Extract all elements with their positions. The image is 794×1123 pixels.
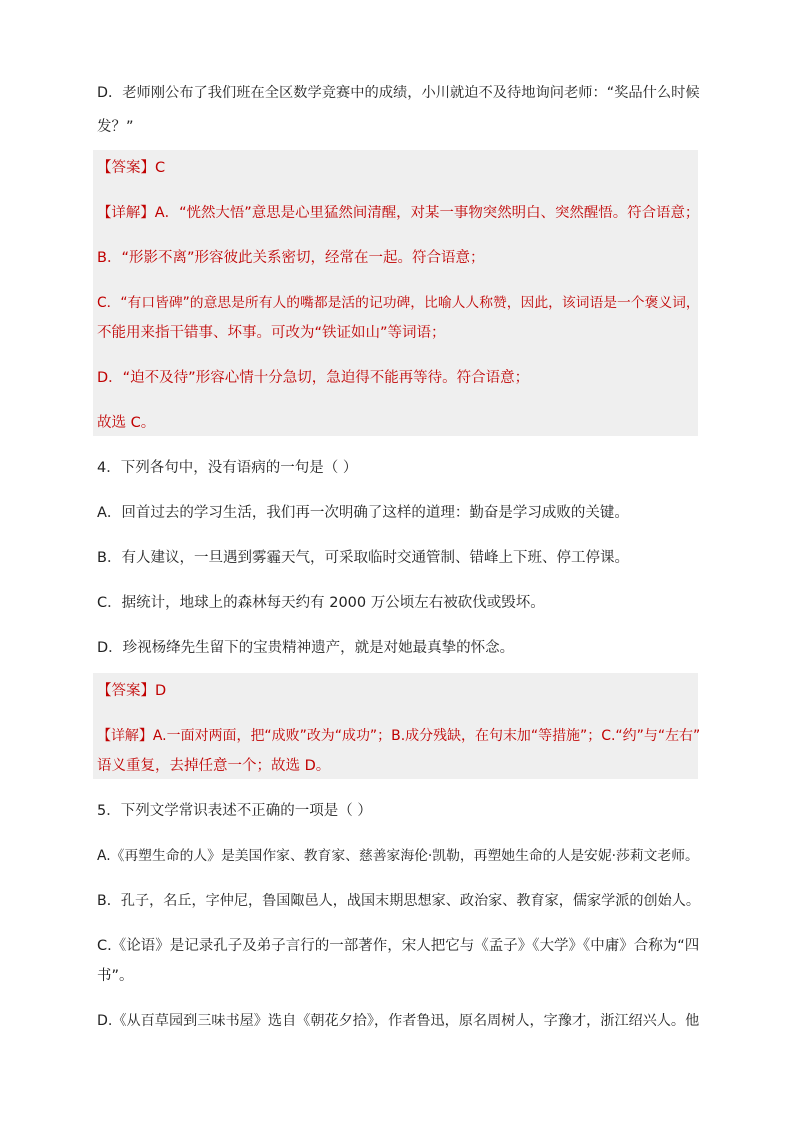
- q4-option-a: A．回首过去的学习生活，我们再一次明确了这样的道理：勤奋是学习成败的关键。: [97, 505, 629, 521]
- q5-option-c-line2: 书”。: [97, 968, 134, 984]
- q3-answer-line: [97, 158, 165, 178]
- q4-answer-line: [97, 681, 166, 701]
- detail-text: A.一面对两面，把“成败”改为“成功”；B.成分残缺，在句末加“等措施”；C.“约”与“左右”: [152, 728, 701, 744]
- q5-option-a: A.《再塑生命的人》是美国作家、教育家、慈善家海伦·凯勒，再塑她生命的人是安妮·莎莉文老师。: [97, 848, 699, 864]
- q3-detail-b: B．“形影不离”形容彼此关系密切，经常在一起。符合语意；: [97, 250, 485, 266]
- q3-option-d-line2: 发？”: [97, 119, 134, 135]
- detail-text: A．“恍然大悟”意思是心里猛然间清醒，对某一事物突然明白、突然醒悟。符合语意；: [154, 205, 700, 221]
- q3-detail-c-line1: C．“有口皆碑”的意思是所有人的嘴都是活的记功碑，比喻人人称赞，因此，该词语是一个褒义词，: [97, 295, 700, 311]
- q5-stem: 5．下列文学常识表述不正确的一项是（ ）: [97, 803, 372, 819]
- q4-detail-line1: [97, 726, 700, 746]
- q5-option-c-line1: C.《论语》是记录孔子及弟子言行的一部著作，宋人把它与《孟子》《大学》《中庸》合称为“四: [97, 938, 700, 954]
- q4-detail-line2: 语义重复，去掉任意一个；故选 D。: [97, 758, 331, 774]
- q4-option-b: B．有人建议，一旦遇到雾霾天气，可采取临时交通管制、错峰上下班、停工停课。: [97, 550, 629, 566]
- q4-option-d: D．珍视杨绛先生留下的宝贵精神遗产，就是对她最真挚的怀念。: [97, 640, 515, 656]
- q4-stem: 4．下列各句中，没有语病的一句是（ ）: [97, 460, 358, 476]
- answer-value: C: [155, 160, 166, 176]
- answer-value: D: [155, 683, 167, 699]
- answer-tag: 【答案】: [97, 160, 155, 176]
- q4-option-c: C．据统计，地球上的森林每天约有 2000 万公顷左右被砍伐或毁坏。: [97, 595, 545, 611]
- q3-conclusion: 故选 C。: [97, 415, 156, 431]
- detail-tag: 【详解】: [97, 205, 155, 221]
- q3-option-d-line1: D．老师刚公布了我们班在全区数学竞赛中的成绩，小川就迫不及待地询问老师：“奖品什么时候: [97, 85, 700, 101]
- q3-detail-c-line2: 不能用来指干错事、坏事。可改为“铁证如山”等词语；: [97, 325, 446, 341]
- q5-option-b: B．孔子，名丘，字仲尼，鲁国陬邑人，战国末期思想家、政治家、教育家，儒家学派的创始人。: [97, 893, 700, 909]
- detail-tag: 【详解】: [97, 728, 153, 744]
- q5-option-d: D.《从百草园到三味书屋》选自《朝花夕拾》，作者鲁迅，原名周树人，字豫才，浙江绍兴人。他: [97, 1013, 700, 1029]
- answer-tag: 【答案】: [97, 683, 155, 699]
- q3-detail-d: D．“迫不及待”形容心情十分急切，急迫得不能再等待。符合语意；: [97, 370, 530, 386]
- q3-detail-a: [97, 203, 699, 223]
